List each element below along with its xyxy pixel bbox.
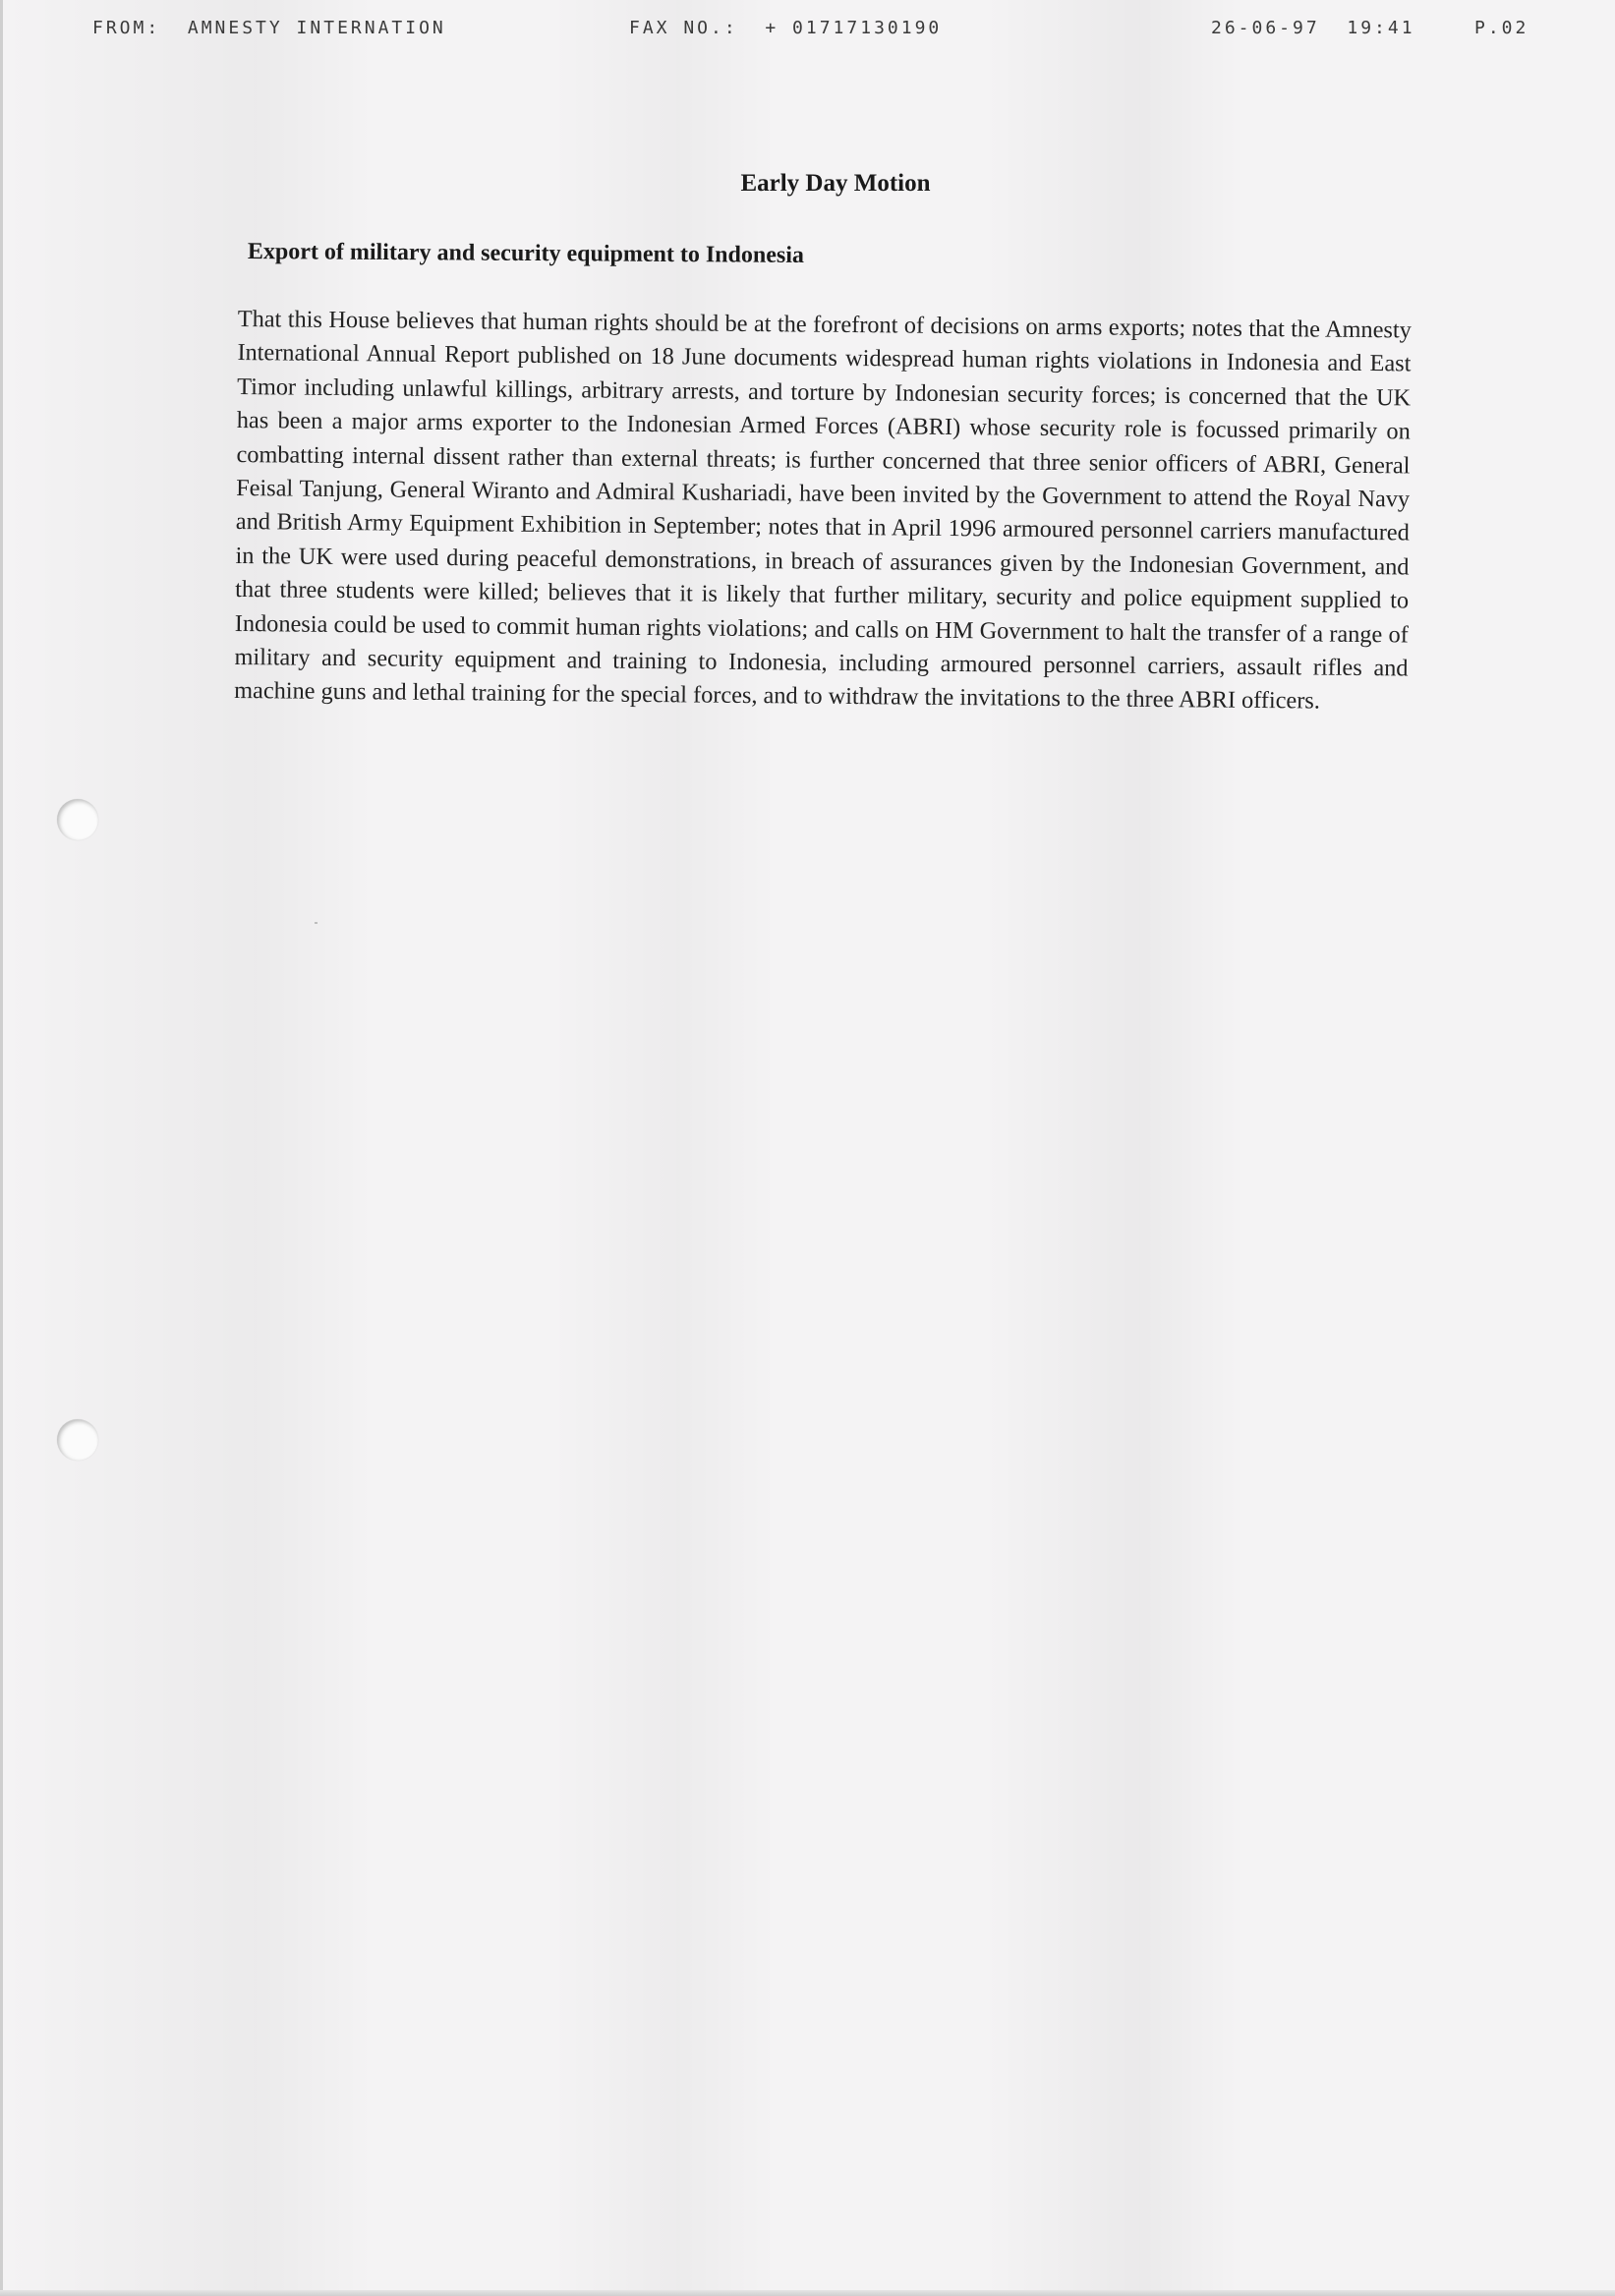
- page-left-edge: [0, 0, 3, 2296]
- scan-speck: [315, 922, 317, 924]
- motion-body-text: That this House believes that human rights should be at the forefront of decisions on arms exports; notes that the Amnesty International Annual Report published on 18 June documents widespread human rights violations in Indonesia and East Timor including unlawful killings, arbitrary arrests, and torture by Indonesian security forces; is concerned that the UK has been a major arms exporter to the Indonesian Armed Forces (ABRI) whose security role is focussed primarily on combatting internal dissent rather than external threats; is further concerned that three senior officers of ABRI, General Feisal Tanjung, General Wiranto and Admiral Kushariadi, have been invited by the Government to attend the Royal Navy and British Army Equipment Exhibition in September; notes that in April 1996 armoured personnel carriers manufactured in the UK were used during peaceful demonstrations, in breach of assurances given by the Indonesian Government, and that three students were killed; believes that it is likely that further military, security and police equipment supplied to Indonesia could be used to commit human rights violations; and calls on HM Government to halt the transfer of a range of military and security equipment and training to Indonesia, including armoured personnel carriers, assault rifles and machine guns and lethal training for the special forces, and to withdraw the invitations to the three ABRI officers.: [234, 305, 1412, 716]
- page-bottom-edge: [0, 2290, 1615, 2296]
- document-title: Early Day Motion: [740, 170, 931, 197]
- fax-transmission-header: [92, 18, 1537, 47]
- fax-number: FAX NO.: + 01717130190: [629, 18, 943, 38]
- fax-date-time: 26-06-97 19:41: [1211, 18, 1415, 38]
- punch-hole: [57, 1419, 98, 1461]
- fax-page-number: P.02: [1474, 18, 1529, 38]
- fax-from: FROM: AMNESTY INTERNATION: [92, 18, 446, 38]
- punch-hole: [57, 799, 98, 840]
- document-subtitle: Export of military and security equipment to Indonesia: [247, 239, 805, 268]
